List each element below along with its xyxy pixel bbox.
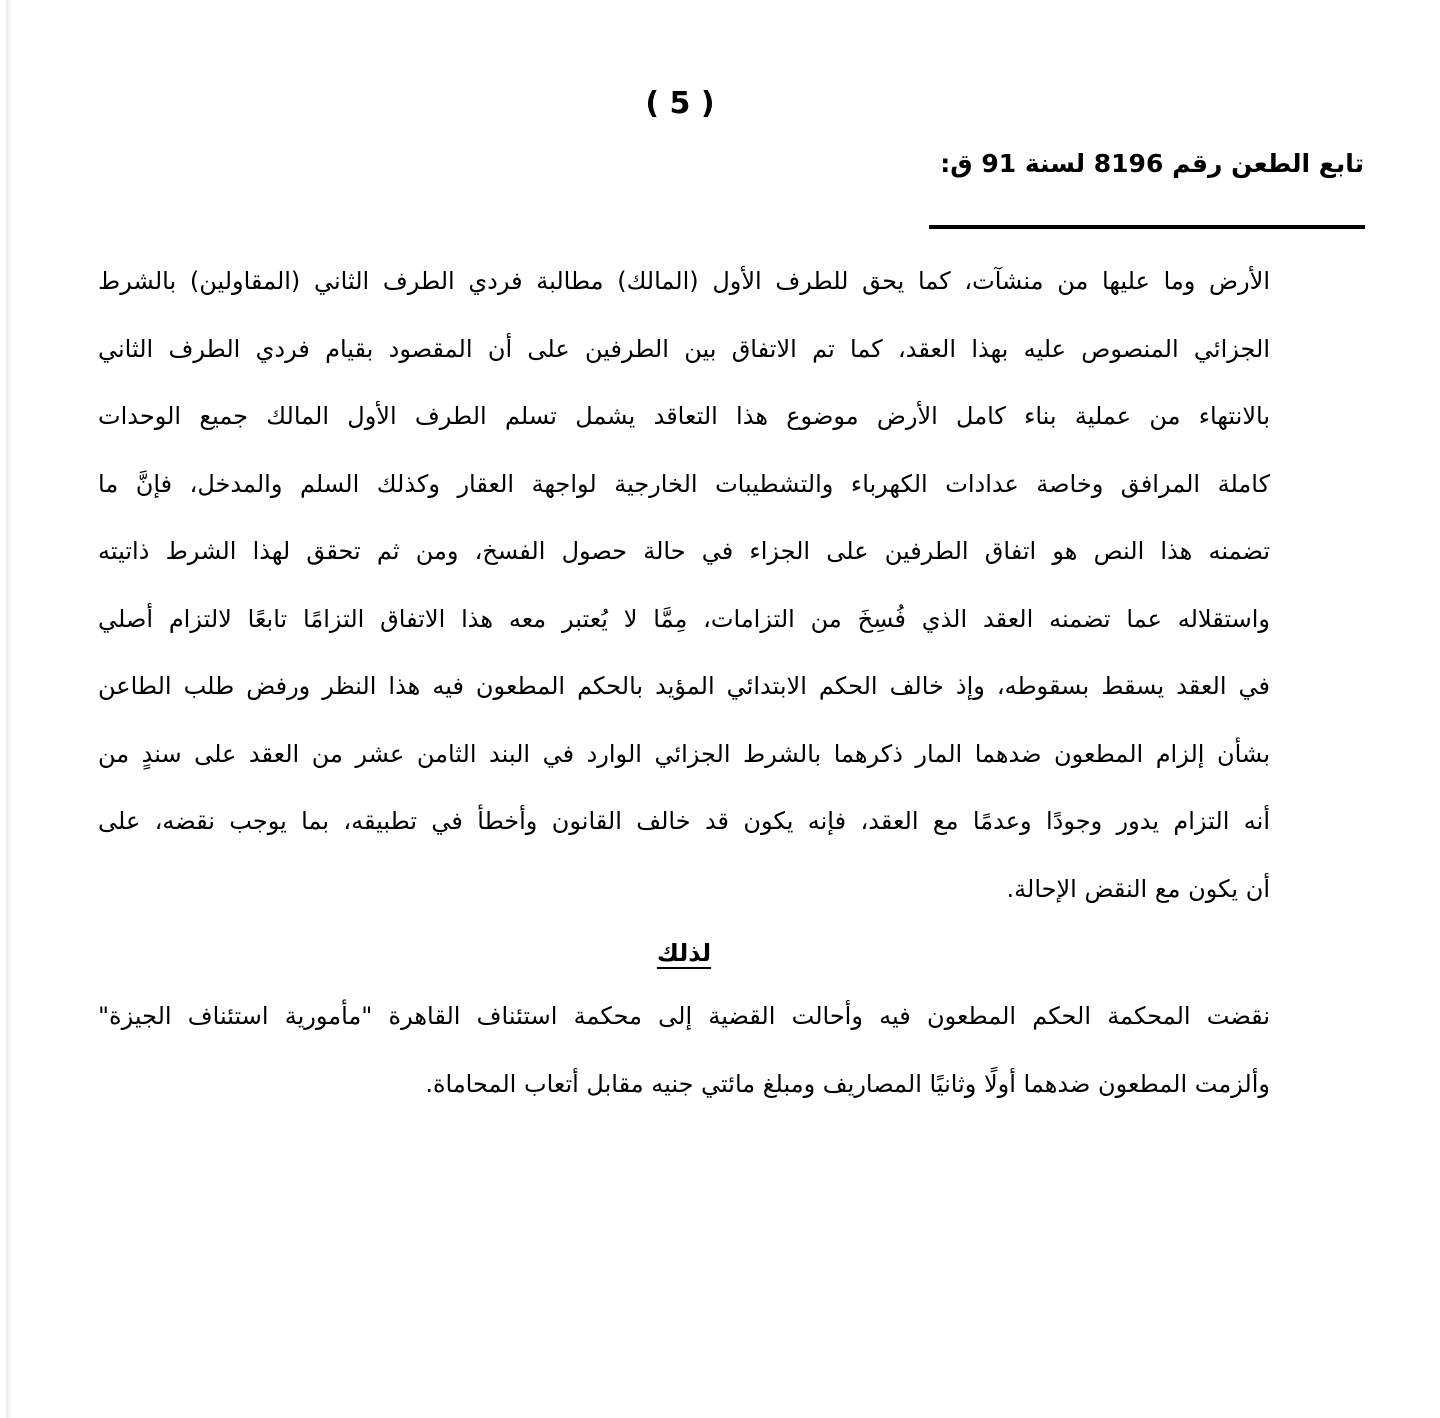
section-heading-therefore: لذلك	[656, 939, 712, 967]
text-line: الأرض وما عليها من منشآت، كما يحق للطرف الأول (المالك) مطالبة فردي الطرف الثاني (المقاولين) بالشرط	[98, 267, 1270, 295]
text-line: واستقلاله عما تضمنه العقد الذي فُسِخَ من التزامات، مِمَّا لا يُعتبر معه هذا الاتفاق التزامًا تابعًا لالتزام أصلي	[98, 604, 1270, 633]
paragraph-reasoning	[98, 248, 1270, 923]
header-divider	[929, 225, 1365, 229]
text-line: نقضت المحكمة الحكم المطعون فيه وأحالت القضية إلى محكمة استئناف القاهرة "مأمورية استئناف الجيزة"	[98, 1002, 1270, 1030]
text-line: وألزمت المطعون ضدهما أولًا وثانيًا المصاريف ومبلغ مائتي جنيه مقابل أتعاب المحاماة.	[425, 1069, 1270, 1098]
page-number: ( 5 )	[645, 86, 715, 121]
text-line: كاملة المرافق وخاصة عدادات الكهرباء والتشطيبات الخارجية لواجهة العقار وكذلك السلم والمدخل، فإنَّ ما	[98, 469, 1270, 498]
text-line: الجزائي المنصوص عليه بهذا العقد، كما تم الاتفاق بين الطرفين على أن المقصود بقيام فردي الطرف الثاني	[98, 334, 1270, 363]
page-edge-shadow	[6, 0, 12, 1418]
text-line: بشأن إلزام المطعون ضدهما المار ذكرهما بالشرط الجزائي الوارد في البند الثامن عشر من العقد على سندٍ من	[98, 739, 1270, 768]
text-line: في العقد يسقط بسقوطه، وإذ خالف الحكم الابتدائي المؤيد بالحكم المطعون فيه هذا النظر ورفض طلب الطاعن	[98, 672, 1270, 700]
text-line: أنه التزام يدور وجودًا وعدمًا مع العقد، فإنه يكون قد خالف القانون وأخطأ في تطبيقه، بما يوجب نقضه، على	[98, 807, 1270, 835]
case-header-title: تابع الطعن رقم 8196 لسنة 91 ق:	[940, 149, 1364, 178]
text-line: تضمنه هذا النص هو اتفاق الطرفين على الجزاء في حالة حصول الفسخ، ومن ثم تحقق لهذا الشرط ذاتيته	[98, 537, 1270, 565]
judgment-body	[98, 248, 1270, 1118]
text-line: أن يكون مع النقض الإحالة.	[1006, 874, 1270, 903]
paragraph-ruling	[98, 983, 1270, 1118]
text-line: بالانتهاء من عملية بناء كامل الأرض موضوع هذا التعاقد يشمل تسلم الطرف الأول المالك جميع الوحدات	[98, 402, 1270, 430]
